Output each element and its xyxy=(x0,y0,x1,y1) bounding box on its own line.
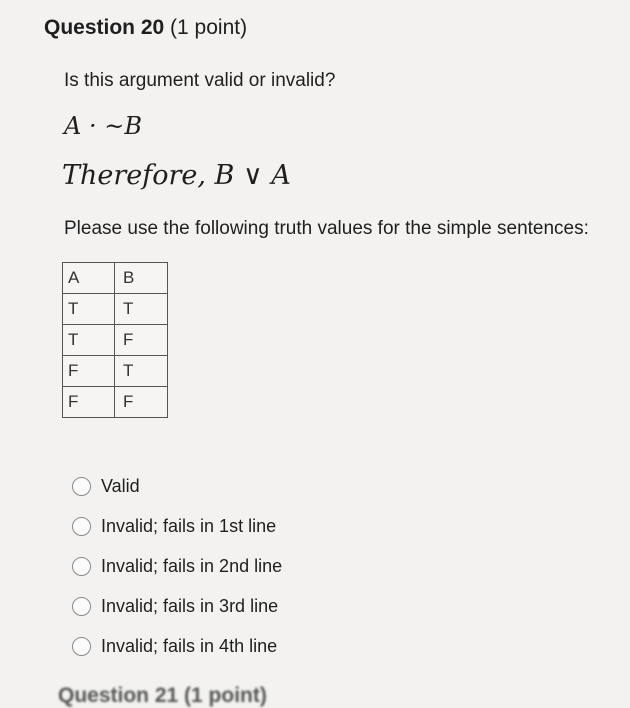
radio-button[interactable] xyxy=(72,597,91,616)
option-invalid-line-4[interactable] xyxy=(72,626,282,666)
option-valid[interactable] xyxy=(72,466,282,506)
radio-button[interactable] xyxy=(72,557,91,576)
truth-table xyxy=(62,262,168,418)
option-invalid-line-3[interactable] xyxy=(72,586,282,626)
truth-table-row xyxy=(63,356,168,387)
option-label: Valid xyxy=(101,475,140,496)
argument-premise: A · ~B xyxy=(64,112,142,140)
truth-table-header xyxy=(63,263,168,294)
option-label: Invalid; fails in 2nd line xyxy=(101,555,283,576)
option-invalid-line-1[interactable] xyxy=(72,506,282,546)
radio-button[interactable] xyxy=(72,517,91,536)
question-points: (1 point) xyxy=(170,16,248,39)
header-cell-a: A xyxy=(63,263,115,294)
truth-value-instruction: Please use the following truth values for the simple sentences: xyxy=(64,218,589,239)
cell-b: F xyxy=(115,325,168,356)
cell-b: F xyxy=(115,387,168,418)
truth-table-row xyxy=(63,325,168,356)
cell-b: T xyxy=(115,294,168,325)
answer-options xyxy=(72,466,282,666)
argument-conclusion: Therefore, B ∨ A xyxy=(62,160,291,191)
truth-table-row xyxy=(63,387,168,418)
cell-a: F xyxy=(63,356,115,387)
question-number: Question 20 xyxy=(44,16,165,39)
next-question-title: Question 21 (1 point) xyxy=(58,684,267,707)
option-invalid-line-2[interactable] xyxy=(72,546,282,586)
header-cell-b: B xyxy=(115,263,168,294)
cell-a: T xyxy=(63,294,115,325)
option-label: Invalid; fails in 3rd line xyxy=(101,595,279,616)
option-label: Invalid; fails in 4th line xyxy=(101,635,278,656)
cell-a: T xyxy=(63,325,115,356)
radio-button[interactable] xyxy=(72,477,91,496)
question-prompt: Is this argument valid or invalid? xyxy=(64,70,336,91)
question-title xyxy=(44,16,247,40)
option-label: Invalid; fails in 1st line xyxy=(101,515,277,536)
radio-button[interactable] xyxy=(72,637,91,656)
truth-table-row xyxy=(63,294,168,325)
cell-a: F xyxy=(63,387,115,418)
cell-b: T xyxy=(115,356,168,387)
